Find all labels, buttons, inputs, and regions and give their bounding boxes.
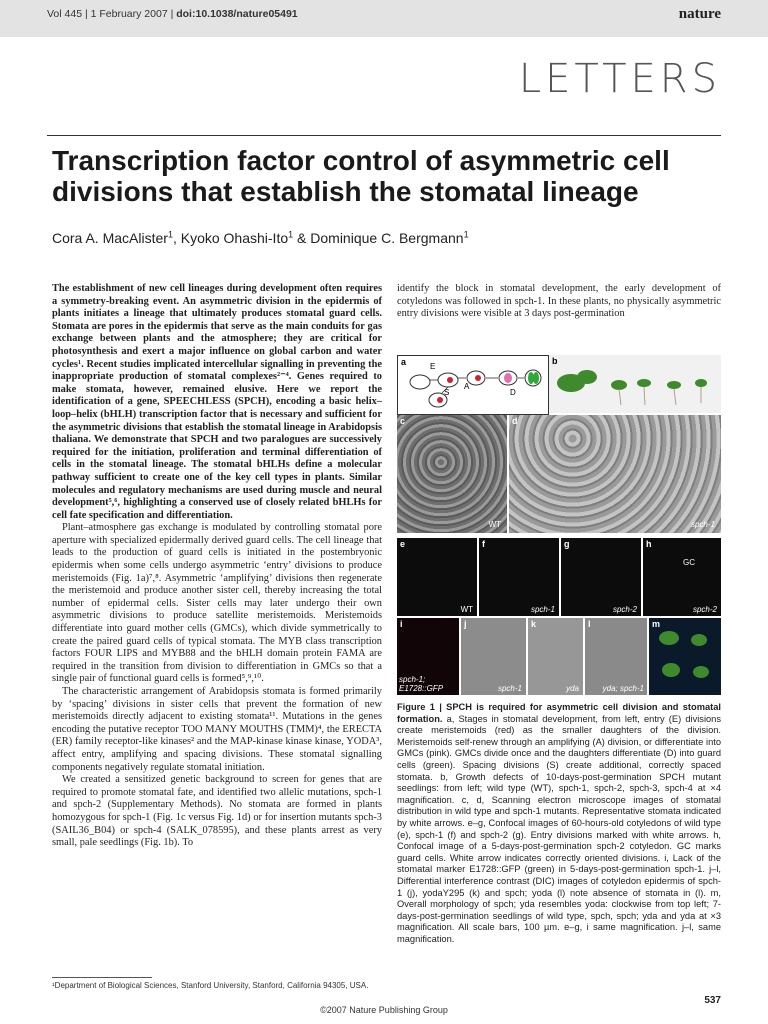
genotype-tag: spch-2 [612, 605, 637, 614]
panel-label: d [512, 416, 518, 426]
panel-label: k [531, 619, 537, 629]
guard-cell-tag: GC [683, 558, 695, 567]
panel-k-dic-yoda [528, 618, 583, 695]
panel-j-dic-spch1 [461, 618, 526, 695]
panel-f-confocal-spch1 [479, 538, 559, 616]
panel-label: b [552, 356, 558, 366]
affiliation-footnote: ¹Department of Biological Sciences, Stanford University, Stanford, California 94305, USA. [52, 981, 369, 990]
author-name: Cora A. MacAlister [52, 230, 168, 246]
body-paragraph: identify the block in stomatal development, the early development of cotyledons was followed in spch-1. In these plants, no physically asymmetric entry divisions were visible at 3 days post-germination [397, 283, 721, 320]
panel-l-dic-yda-spch1 [585, 618, 647, 695]
panel-label: l [588, 619, 591, 629]
article-title: Transcription factor control of asymmetric cell divisions that establish the stomatal lineage [52, 145, 670, 207]
author-separator: , [172, 230, 181, 246]
genotype-tag: WT [488, 520, 501, 529]
author-affiliation: 1 [463, 229, 469, 240]
genotype-tag: WT [460, 605, 473, 614]
doi-link[interactable]: doi:10.1038/nature05491 [176, 8, 298, 20]
author-affiliation: 1 [288, 229, 294, 240]
volume: Vol 445 [47, 8, 83, 20]
panel-i-gfp-marker [397, 618, 459, 695]
genotype-tag: spch-1 [530, 605, 555, 614]
footnote-rule [52, 977, 152, 978]
panel-m-seedling-morphology [649, 618, 721, 695]
panel-label: j [464, 619, 467, 629]
schematic-label-differentiate: D [510, 388, 516, 397]
text-column-right [397, 283, 721, 321]
journal-citation: Vol 445 | 1 February 2007 | doi:10.1038/nature05491 [47, 8, 298, 20]
panel-e-confocal-wild-type [397, 538, 477, 616]
genotype-tag: spch-1 [497, 684, 522, 693]
genotype-tag: yda; spch-1 [602, 684, 644, 693]
author-list [52, 230, 469, 246]
schematic-label-spacing: S [444, 388, 450, 397]
section-label: LETTERS [518, 56, 721, 102]
text-column-left [52, 283, 382, 850]
panel-label: a [401, 357, 407, 367]
body-paragraph: The characteristic arrangement of Arabidopsis stomata is formed primarily by ‘spacing’ divisions in sister cells that prevent the formation of new meristemoids directly adjacent to existing stomata¹¹. Mutations in the genes encoding the putative receptor TOO MANY MOUTHS (TMM)⁴, the ERECTA (ER) family receptor-like kinases² and the MAP-kinase kinase kinase, YODA³, affect entry, amplifying and spacing divisions. These stomatal signalling components negatively regulate stomatal initiation. [52, 686, 382, 773]
author-name: Dominique C. Bergmann [310, 230, 464, 246]
author-separator: & [293, 230, 311, 246]
caption-body: a, Stages in stomatal development, from left, entry (E) divisions create meristemoids (red) as the smaller daughters of the division. Meristemoids self-renew through an amplifying (A) division, or differentiate into GMCs (pink). GMCs divide once and the daughters differentiate (D) into guard cells (green). Spacing divisions (S) create additional, correctly spaced stomata. b, Growth defects of 10-days-post-germination SPCH mutant seedlings: from left; wild type (WT), spch-1, spch-2, spch-3, spch-4 at ×4 magnification. c, d, Scanning electron microscope images of stomatal distribution in wild type and spch-1 mutants. Representative stomata indicated by white arrows. e–g, Confocal images of 60-hours-old cotyledons of wild type (e), spch-1 (f) and spch-2 (g). Entry divisions marked with white arrows. h, Confocal image of a 5-days-post-germination spch-2 cotyledon. GC marks guard cells. White arrow indicates correctly oriented divisions. i, Lack of the stomatal marker E1728::GFP (green) in 5-days-post-germination spch-1. j–l, Differential interference contrast (DIC) images of cotyledon epidermis of spch-1 (j), yodaY295 (k) and spch; yoda (l) note absence of stomata in (l). m, Overall morphology of spch; yda resembles yoda: clockwise from top left; 7-days-post-germination seedlings of wild type, spch, spch; yda and yda at ×3 magnification. All scale bars, 100 µm. e–g, i same magnification. j–l, same magnification. [397, 713, 721, 944]
panel-a-schematic [397, 355, 549, 415]
journal-brand: nature [678, 6, 721, 22]
schematic-label-entry: E [430, 362, 436, 371]
header-rule [47, 135, 721, 136]
schematic-label-amplifying: A [464, 382, 470, 391]
abstract: The establishment of new cell lineages during development often requires a symmetry-breaking event. An asymmetric division in the epidermis of plants initiates a lineage that ultimately produces stomatal guard cells. Stomata are pores in the epidermis that serve as the main conduits for gas exchange between plants and the atmosphere; they are critical for photosynthesis and exert a major influence on global carbon and water cycles¹. Recent studies implicated intercellular signalling in preventing the inappropriate production of stomatal complexes²⁻⁴. Genes required to make stomata, however, remained elusive. Here we report the identification of a gene, SPEECHLESS (SPCH), encoding a basic helix–loop–helix (bHLH) transcription factor that is necessary and sufficient for the asymmetric divisions that establish the stomatal lineage in Arabidopsis thaliana. We demonstrate that SPCH and two paralogues are successively required for the initiation, proliferation and terminal differentiation of cells in the stomatal lineage. The stomatal bHLHs define a molecular pathway sufficient to create one of the key cell types in plants. Similar molecules and regulatory mechanisms are used during muscle and neural development⁵,⁶, highlighting a conserved use of closely related bHLHs for cell fate specification and differentiation. [52, 283, 382, 521]
panel-label: m [652, 619, 661, 629]
panel-h-confocal-spch2 [643, 538, 721, 616]
caption-heading: Figure 1 | SPCH is required for asymmetric cell division and stomatal formation. [397, 702, 721, 724]
panel-g-confocal-spch2 [561, 538, 641, 616]
panel-label: e [400, 539, 406, 549]
panel-label: i [400, 619, 403, 629]
panel-label: f [482, 539, 485, 549]
body-paragraph: We created a sensitized genetic background to screen for genes that are required to promote stomatal fate, and identified two allelic mutations, spch-1 and spch-2 (Supplementary Methods). No stomata are formed in plants homozygous for spch-1 (Fig. 1c versus Fig. 1d) or for insertion mutants spch-3 (SAIL36_B04) or spch-4 (SALK_078595), and these plants arrest as very small, pale seedlings (Fig. 1b). To [52, 774, 382, 849]
figure-caption [397, 702, 721, 945]
panel-label: c [400, 416, 406, 426]
figure-1 [397, 355, 721, 695]
author-affiliation: 1 [167, 229, 173, 240]
page-number: 537 [704, 995, 721, 1006]
genotype-tag: yda [566, 684, 579, 693]
genotype-tag: spch-2 [692, 605, 717, 614]
author-name: Kyoko Ohashi-Ito [180, 230, 289, 246]
panel-label: g [564, 539, 570, 549]
body-paragraph: Plant–atmosphere gas exchange is modulated by controlling stomatal pore aperture with specialized epidermally derived guard cells. The cell lineage that leads to the production of guard cells is initiated in the postembryonic epidermis when some cells undergo asymmetric ‘entry’ divisions to produce meristemoids (Fig. 1a)⁷,⁸. Asymmetric ‘amplifying’ divisions then regenerate the meristemoid and produce another sister cell, thereby increasing the total number of epidermal cells. Sister cells may later undergo their own asymmetric divisions to produce satellite meristemoids. Meristemoids differentiate into guard mother cells (GMCs), which divide symmetrically to create the paired guard cells of typical stomata. The MYB class transcription factors FOUR LIPS and MYB88 and the bHLH domain protein FAMA are required in the transition from division to differentiation in GMCs so that a single pair of functional guard cells is formed⁵,⁹,¹⁰. [52, 522, 382, 685]
seedling-photo [549, 355, 721, 413]
stomatal-lineage-diagram [398, 356, 548, 414]
issue-date: 1 February 2007 [90, 8, 168, 20]
seedling-photo [649, 618, 721, 695]
panel-label: h [646, 539, 652, 549]
panel-d-sem-spch1 [509, 415, 721, 533]
copyright: ©2007 Nature Publishing Group [320, 1005, 448, 1015]
genotype-tag: spch-1; E1728::GFP [399, 675, 444, 693]
panel-c-sem-wild-type [397, 415, 507, 533]
genotype-tag: spch-1 [690, 520, 715, 529]
panel-b-seedlings [549, 355, 721, 413]
